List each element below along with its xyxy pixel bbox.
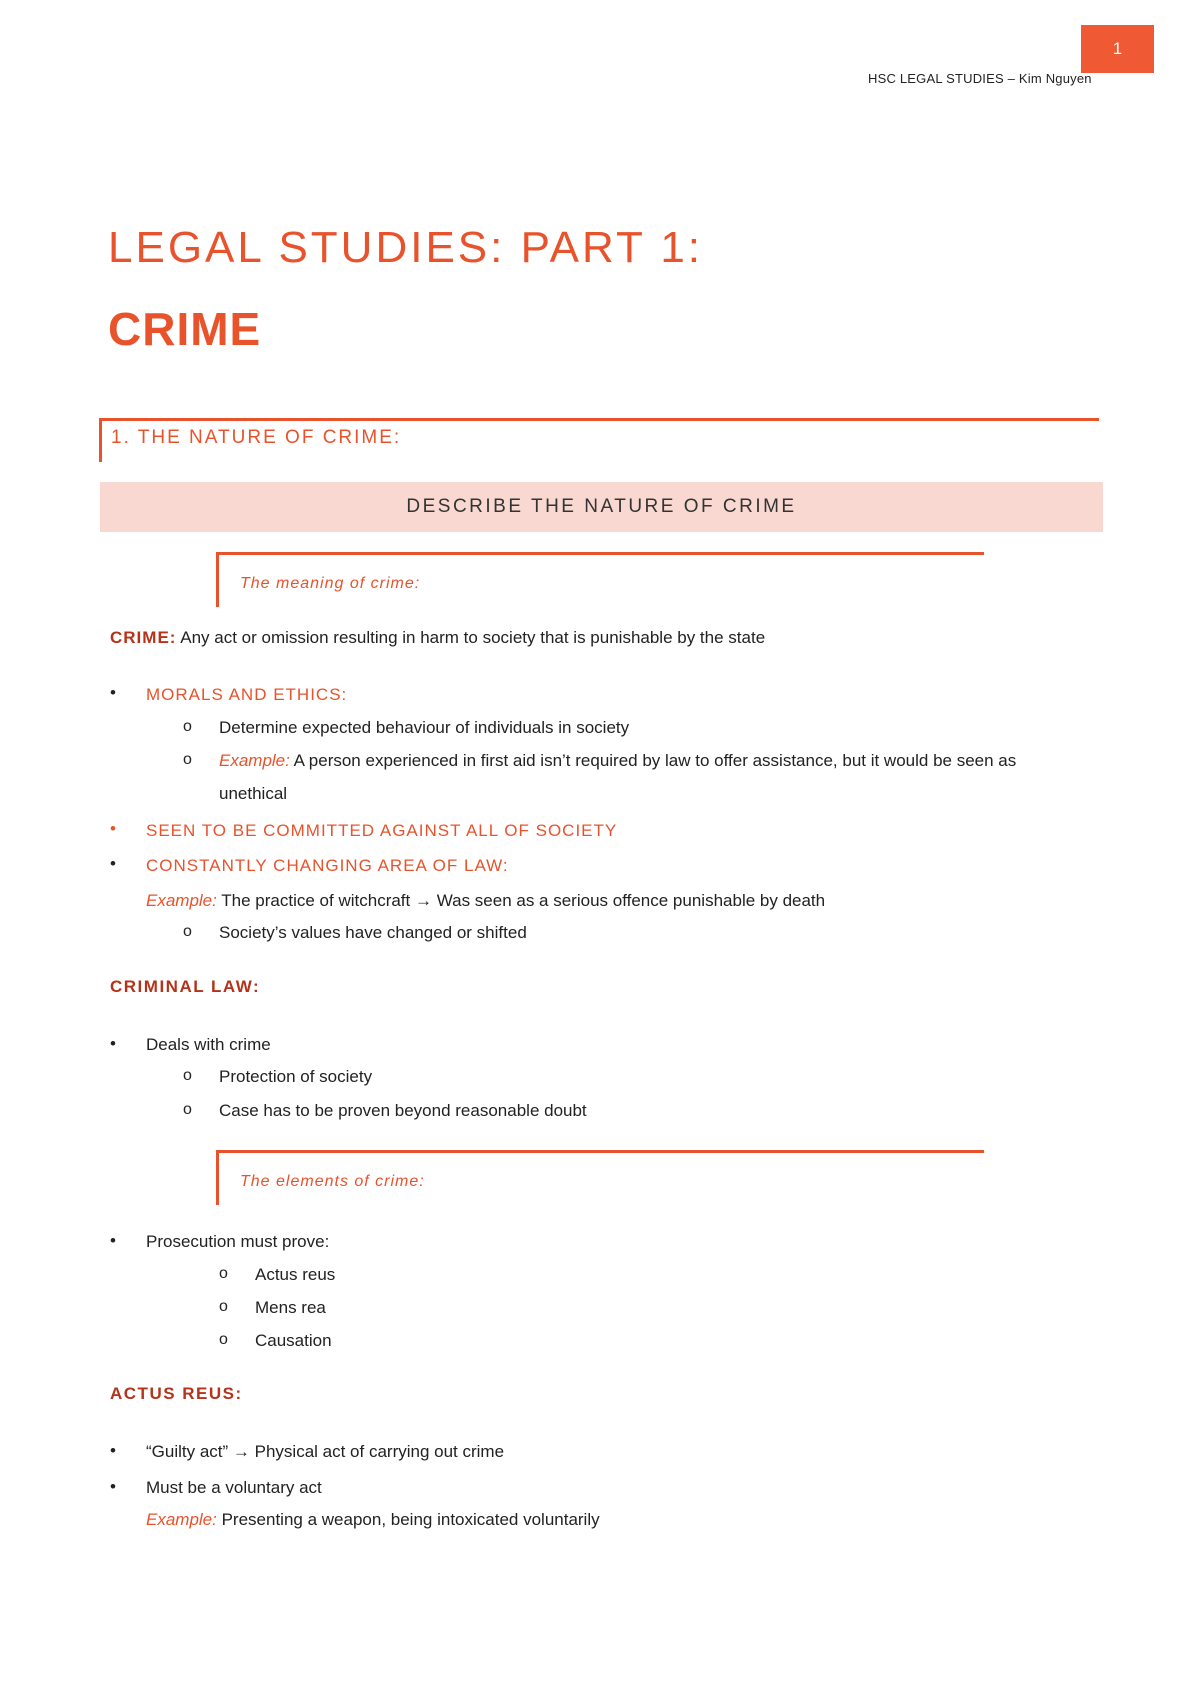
actus-reus-example — [146, 1510, 600, 1530]
page-number-badge — [1081, 25, 1154, 73]
example-label: Example: — [146, 891, 217, 910]
subheading-meaning — [216, 552, 984, 607]
bullet-icon: • — [110, 1034, 116, 1053]
actus-reus-point: “Guilty act” → Physical act of carrying out crime — [146, 1442, 505, 1461]
element-item: Mens rea — [255, 1298, 326, 1317]
circle-bullet-icon: o — [183, 751, 192, 768]
morals-example-text: A person experienced in first aid isn’t required by law to offer assistance, but it would be seen as — [289, 751, 1017, 770]
describe-bar — [100, 482, 1103, 532]
section-heading — [99, 418, 1099, 462]
crime-term: CRIME: — [110, 628, 177, 647]
morals-example-cont: unethical — [219, 784, 288, 803]
subheading-elements — [216, 1150, 984, 1205]
actus-reus-heading: ACTUS REUS: — [110, 1384, 243, 1403]
circle-bullet-icon: o — [183, 923, 192, 940]
subheading-elements-text: The elements of crime: — [240, 1173, 425, 1190]
circle-bullet-icon: o — [183, 718, 192, 735]
morals-heading: MORALS AND ETHICS: — [146, 685, 348, 704]
subheading-rule — [216, 1150, 984, 1153]
bullet-icon: • — [110, 683, 116, 702]
subheading-meaning-text: The meaning of crime: — [240, 575, 421, 592]
bullet-icon: • — [110, 819, 116, 838]
document-title: LEGAL STUDIES: PART 1: — [108, 223, 704, 272]
criminal-law-heading: CRIMINAL LAW: — [110, 977, 261, 996]
circle-bullet-icon: o — [183, 1067, 192, 1084]
actus-reus-example-text: Presenting a weapon, being intoxicated voluntarily — [216, 1510, 600, 1529]
document-subtitle: CRIME — [108, 303, 262, 355]
witchcraft-example — [146, 891, 825, 911]
prosecution-point: Prosecution must prove: — [146, 1232, 330, 1251]
circle-bullet-icon: o — [183, 1101, 192, 1118]
morals-point: Determine expected behaviour of individuals in society — [219, 718, 630, 737]
criminal-law-sub: Case has to be proven beyond reasonable doubt — [219, 1101, 587, 1120]
crime-definition — [110, 628, 765, 648]
page-number: 1 — [1112, 39, 1123, 58]
describe-bar-text: DESCRIBE THE NATURE OF CRIME — [406, 496, 797, 517]
circle-bullet-icon: o — [219, 1298, 228, 1315]
circle-bullet-icon: o — [219, 1331, 228, 1348]
example-label: Example: — [146, 1510, 217, 1529]
witchcraft-example-text: The practice of witchcraft → Was seen as a serious offence punishable by death — [216, 891, 826, 910]
element-item: Actus reus — [255, 1265, 336, 1284]
criminal-law-sub: Protection of society — [219, 1067, 373, 1086]
section-heading-text: 1. THE NATURE OF CRIME: — [111, 427, 402, 448]
values-changed: Society’s values have changed or shifted — [219, 923, 527, 942]
subheading-side-rule — [216, 1150, 219, 1205]
actus-reus-point: Must be a voluntary act — [146, 1478, 322, 1497]
bullet-icon: • — [110, 1231, 116, 1250]
morals-example — [219, 751, 1016, 771]
section-heading-side-rule — [99, 418, 102, 462]
circle-bullet-icon: o — [219, 1265, 228, 1282]
section-heading-rule — [99, 418, 1099, 421]
seen-committed: SEEN TO BE COMMITTED AGAINST ALL OF SOCIETY — [146, 821, 618, 840]
changing-area: CONSTANTLY CHANGING AREA OF LAW: — [146, 856, 509, 875]
bullet-icon: • — [110, 854, 116, 873]
element-item: Causation — [255, 1331, 332, 1350]
example-label: Example: — [219, 751, 290, 770]
bullet-icon: • — [110, 1441, 116, 1460]
criminal-law-point: Deals with crime — [146, 1035, 271, 1054]
bullet-icon: • — [110, 1477, 116, 1496]
running-header: HSC LEGAL STUDIES – Kim Nguyen — [868, 71, 1092, 86]
subheading-side-rule — [216, 552, 219, 607]
subheading-rule — [216, 552, 984, 555]
crime-definition-text: Any act or omission resulting in harm to society that is punishable by the state — [176, 628, 766, 647]
